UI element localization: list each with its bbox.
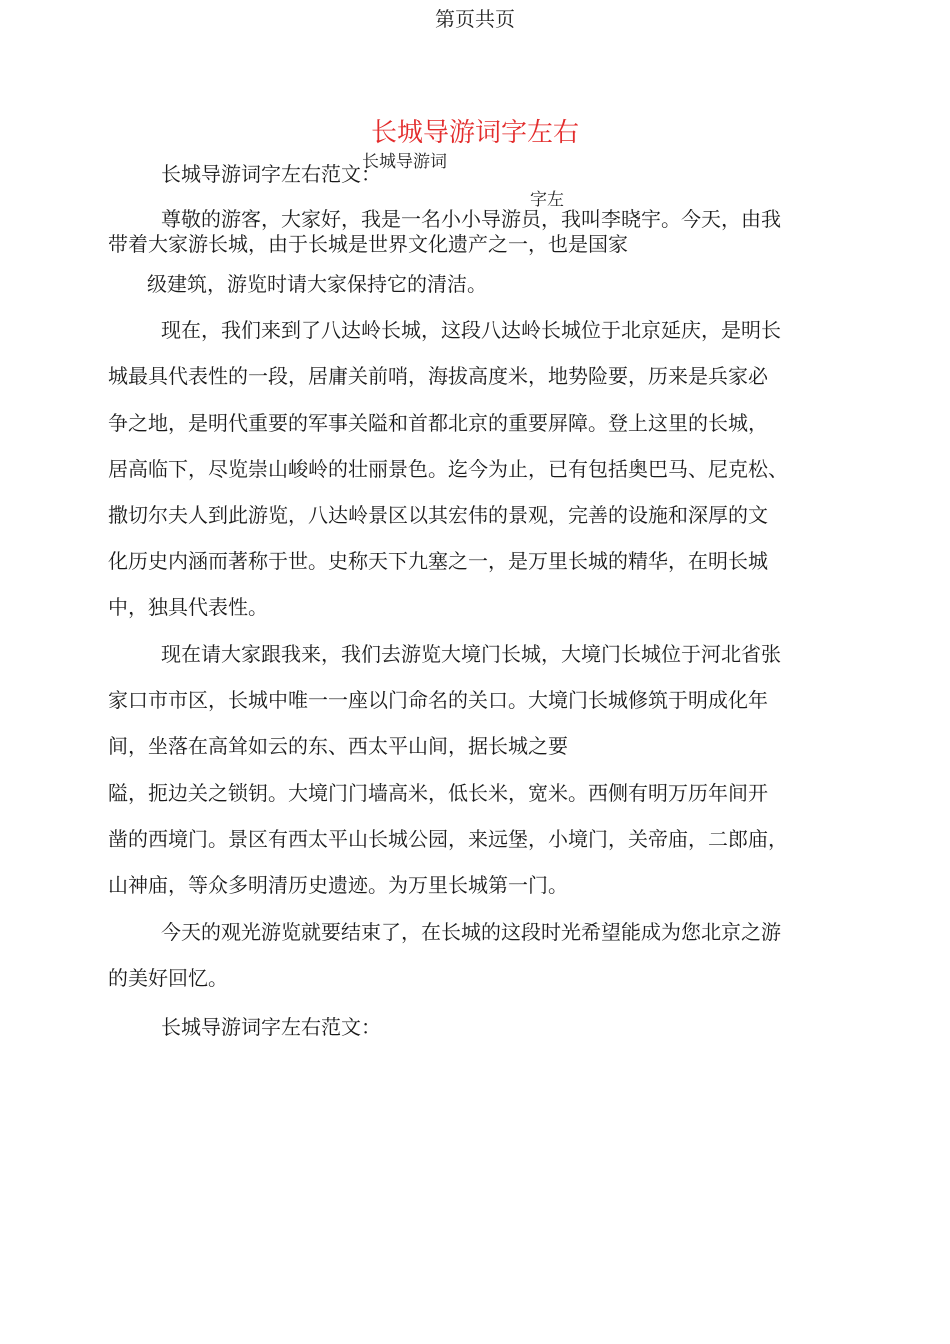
paragraph-line: 家口市市区，长城中唯一一座以门命名的关口。大境门长城修筑于明成化年 [108, 688, 768, 712]
paragraph-line: 居高临下，尽览崇山峻岭的壮丽景色。迄今为止，已有包括奥巴马、尼克松、 [108, 457, 788, 481]
paragraph-line: 城最具代表性的一段，居庸关前哨，海拔高度米，地势险要，历来是兵家必 [108, 364, 768, 388]
paragraph-line: 中，独具代表性。 [108, 595, 268, 619]
paragraph-line: 的美好回忆。 [108, 966, 228, 990]
paragraph-line: 隘，扼边关之锁钥。大境门门墙高米，低长米，宽米。西侧有明万历年间开 [108, 781, 768, 805]
overlapping-fragment-1: 长城导游词 [362, 152, 447, 172]
paragraph-line: 长城导游词字左右范文： [161, 162, 381, 186]
paragraph-line: 撒切尔夫人到此游览，八达岭景区以其宏伟的景观，完善的设施和深厚的文 [108, 503, 768, 527]
paragraph-line: 争之地，是明代重要的军事关隘和首都北京的重要屏障。登上这里的长城， [108, 411, 768, 435]
paragraph-line: 长城导游词字左右范文： [161, 1015, 381, 1039]
paragraph-line: 级建筑，游览时请大家保持它的清洁。 [147, 272, 487, 296]
page-counter: 第页共页 [435, 7, 515, 31]
document-title: 长城导游词字左右 [370, 118, 579, 148]
paragraph-line: 现在请大家跟我来，我们去游览大境门长城，大境门长城位于河北省张 [161, 642, 781, 666]
paragraph-line: 带着大家游长城，由于长城是世界文化遗产之一，也是国家 [108, 232, 628, 256]
overlapping-fragment-2: 字左 [530, 190, 564, 210]
paragraph-line: 间，坐落在高耸如云的东、西太平山间，据长城之要 [108, 734, 568, 758]
paragraph-line: 今天的观光游览就要结束了，在长城的这段时光希望能成为您北京之游 [161, 920, 781, 944]
paragraph-line: 化历史内涵而著称于世。史称天下九塞之一，是万里长城的精华，在明长城 [108, 549, 768, 573]
paragraph-line: 尊敬的游客，大家好，我是一名小小导游员，我叫李晓宇。今天，由我 [161, 207, 781, 231]
paragraph-line: 凿的西境门。景区有西太平山长城公园，来远堡，小境门，关帝庙，二郎庙， [108, 827, 788, 851]
paragraph-line: 现在，我们来到了八达岭长城，这段八达岭长城位于北京延庆，是明长 [161, 318, 781, 342]
paragraph-line: 山神庙，等众多明清历史遗迹。为万里长城第一门。 [108, 873, 568, 897]
